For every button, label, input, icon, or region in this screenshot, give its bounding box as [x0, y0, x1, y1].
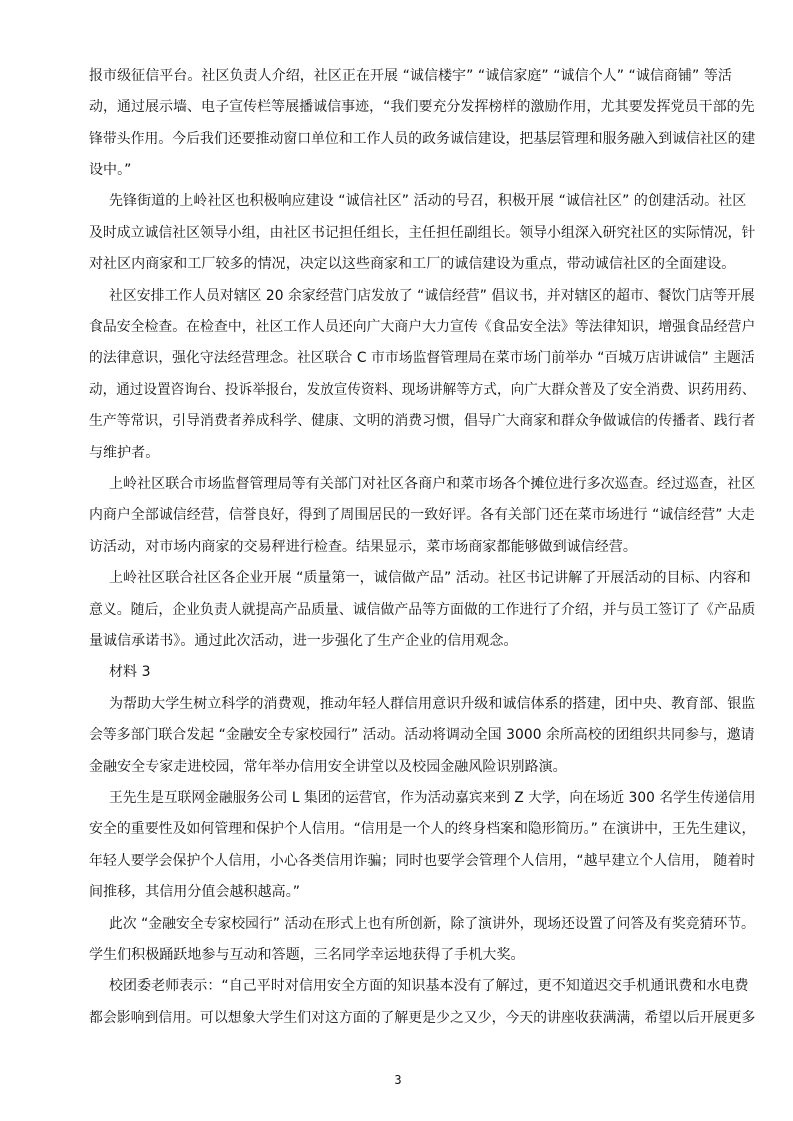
- text-line: 生产等常识，引导消费者养成科学、健康、文明的消费习惯，倡导广大商家和群众争做诚信的传播者、践行者: [89, 413, 756, 429]
- text-line: 社区安排工作人员对辖区 20 余家经营门店发放了 “诚信经营” 倡议书，并对辖区的超市、餐饮门店等开展: [109, 288, 755, 304]
- text-line: 上岭社区联合市场监督管理局等有关部门对社区各商户和菜市场各个摊位进行多次巡查。经过巡查，社区: [109, 476, 756, 492]
- text-line: 上岭社区联合社区各企业开展 “质量第一，诚信做产品” 活动。社区书记讲解了开展活动的目标、内容和: [109, 570, 751, 586]
- text-line: 动，通过展示墙、电子宣传栏等展播诚信事迹，“我们要充分发挥榜样的激励作用，尤其要发挥党员干部的先: [89, 99, 755, 115]
- text-line: 动，通过设置咨询台、投诉举报台，发放宣传资料、现场讲解等方式，向广大群众普及了安全消费、识药用药、: [89, 382, 756, 398]
- text-line: 报市级征信平台。社区负责人介绍，社区正在开展 “诚信楼宇” “诚信家庭” “诚信个人” “诚信商铺” 等活: [89, 68, 732, 84]
- text-line: 学生们积极踊跃地参与互动和答题，三名同学幸运地获得了手机大奖。: [89, 947, 525, 963]
- text-line: 及时成立诚信社区领导小组，由社区书记担任组长，主任担任副组长。领导小组深入研究社区的实际情况，针: [89, 225, 756, 241]
- text-line: 校团委老师表示：“自己平时对信用安全方面的知识基本没有了解过，更不知道迟交手机通讯费和水电费: [109, 978, 749, 994]
- text-line: 意义。随后，企业负责人就提高产品质量、诚信做产品等方面做的工作进行了介绍，并与员工签订了《产品质: [89, 602, 756, 618]
- text-line: 为帮助大学生树立科学的消费观，推动年轻人群信用意识升级和诚信体系的搭建，团中央、教育部、银监: [109, 696, 756, 712]
- text-line: 食品安全检查。在检查中，社区工作人员还向广大商户大力宣传《食品安全法》等法律知识，增强食品经营户: [89, 319, 756, 335]
- text-line: 设中。”: [89, 162, 132, 178]
- text-line: 与维护者。: [89, 445, 160, 461]
- text-line: 锋带头作用。今后我们还要推动窗口单位和工作人员的政务诚信建设，把基层管理和服务融入到诚信社区的建: [89, 131, 756, 147]
- text-line: 王先生是互联网金融服务公司 L 集团的运营官，作为活动嘉宾来到 Z 大学，向在场近 300 名学生传递信用: [109, 790, 756, 806]
- text-line: 先锋街道的上岭社区也积极响应建设 “诚信社区” 活动的号召，积极开展 “诚信社区” 的创建活动。社区: [109, 193, 747, 209]
- text-line: 材料 3: [109, 664, 151, 680]
- text-line: 量诚信承诺书》。通过此次活动，进一步强化了生产企业的信用观念。: [89, 633, 518, 649]
- text-line: 对社区内商家和工厂较多的情况，决定以这些商家和工厂的诚信建设为重点，带动诚信社区的全面建设。: [89, 256, 736, 272]
- text-line: 内商户全部诚信经营，信誉良好，得到了周围居民的一致好评。各有关部门还在菜市场进行 “诚信经营” 大走: [89, 507, 755, 523]
- text-line: 都会影响到信用。可以想象大学生们对这方面的了解更是少之又少，今天的讲座收获满满，希望以后开展更多: [89, 1010, 756, 1026]
- text-line: 安全的重要性及如何管理和保护个人信用。“信用是一个人的终身档案和隐形简历。” 在演讲中，王先生建议，: [89, 821, 756, 837]
- text-line: 年轻人要学会保护个人信用，小心各类信用诈骗；同时也要学会管理个人信用，“越早建立个人信用， 随着时: [89, 853, 756, 869]
- text-line: 会等多部门联合发起 “金融安全专家校园行” 活动。活动将调动全国 3000 余所高校的团组织共同参与，邀请: [89, 727, 755, 743]
- text-line: 的法律意识，强化守法经营理念。社区联合 C 市市场监督管理局在菜市场门前举办 “百城万店讲诚信” 主题活: [89, 350, 755, 366]
- text-line: 访活动，对市场内商家的交易秤进行检查。结果显示，菜市场商家都能够做到诚信经营。: [89, 539, 637, 555]
- text-line: 间推移，其信用分值会越积越高。”: [89, 884, 301, 900]
- text-line: 金融安全专家走进校园，常年举办信用安全讲堂以及校园金融风险识别路演。: [89, 759, 567, 775]
- page-number: 3: [394, 1073, 402, 1087]
- text-line: 此次 “金融安全专家校园行” 活动在形式上也有所创新，除了演讲外，现场还设置了问答及有奖竞猜环节。: [109, 916, 755, 932]
